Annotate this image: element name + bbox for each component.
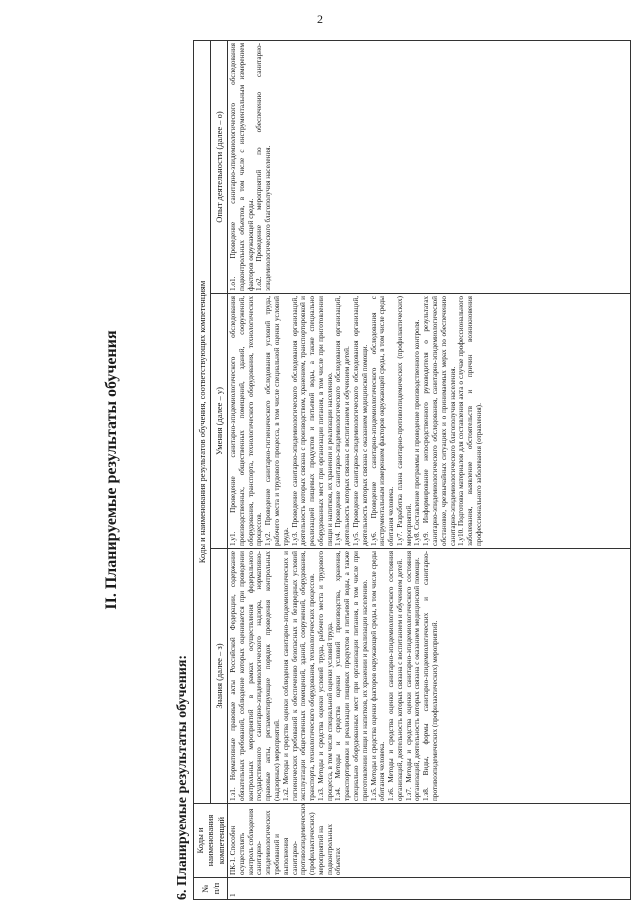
header-experience: Опыт деятельности (далее – о) [211,41,228,294]
header-results-group: Коды и наименования результатов обучения, соответствующих компетенциям [194,41,211,804]
table-header-row [194,41,211,900]
header-competency: Коды и наименования компетенций [194,804,228,878]
table-subheader-row [211,41,228,900]
header-num: № п/п [194,878,228,900]
learning-results-table [193,40,631,900]
page-number: 2 [317,12,323,26]
rotated-landscape-sheet [95,40,635,900]
cell-num: 1 [228,878,631,900]
header-knowledge: Знания (далее – з) [211,549,228,804]
cell-knowledge: 1.з1. Нормативные правовые акты Российской Федерации, содержание обязательных требований, соблюдение которых оценивается при проведении контрольных мероприятий в рамках осуществления федерального государственного санитарно-эпидемиологического надзора, нормативно-правовые акты, регламентирующие порядок проведения контрольных (надзорных) мероприятий. 1.з2. Методы и средства оценки соблюдения санитарно-эпидемиологических и гигиенических требований к обеспечению безопасных и безвредных условий эксплуатации общественных помещений, зданий, сооружений, оборудования, транспорта, технологического оборудования, технологических процессов. 1.з3. Методы и средства оценки условий труда, рабочего места и трудового процесса, в том числе специальной оценки условий труда. 1.з4. Методы и средства оценки условий производства, хранения, транспортировки и реализации пищевых продуктов и питьевой воды, а также специально оборудованных мест при организации питания, в том числе при приготовлении пищи и напитков, их хранении и реализации населению. 1.з5. Методы и средства оценки факторов окружающей среды, в том числе среды обитания человека. 1.з6. Методы и средства оценки санитарно-эпидемиологического состояния организаций, деятельность которых связана с воспитанием и обучением детей. 1.з7. Методы и средства оценки санитарно-эпидемиологического состояния организаций, деятельность которых связана с оказанием медицинской помощи. 1.з8. Виды, формы санитарно-эпидемиологических и санитарно-противоэпидемических (профилактических) мероприятий. [228,549,631,804]
table-row [228,41,631,900]
section-heading: II. Планируемые результаты обучения [103,330,120,610]
cell-experience: 1.о1. Проведение санитарно-эпидемиологического обследования подконтрольных объектов, в том числе с инструментальным измерением факторов окружающей среды. 1.о2. Проведение мероприятий по обеспечению санитарно-эпидемиологического благополучия населения. [228,41,631,294]
header-skills: Умения (далее – у) [211,294,228,549]
cell-competency: ПК-1. Способен осуществлять контроль соблюдения санитарно-эпидемиологических требований и выполнения санитарно-противоэпидемических (профилактических) мероприятий на подконтрольных объектах [228,804,631,878]
subsection-heading: 6. Планируемые результаты обучения: [175,654,190,900]
cell-skills: 1.у1. Проведение санитарно-эпидемиологического обследования производственных, общественных помещений, зданий, сооружений, оборудования, транспорта, технологического оборудования, технологических процессов. 1.у2. Проведение санитарно-гигиенического обследования условий труда, рабочего места и трудового процесса, в том числе специальной оценки условий труда. 1.у3. Проведение санитарно-эпидемиологического обследования организаций, деятельность которых связана с производством, хранением, транспортировкой и реализацией пищевых продуктов и питьевой воды, а также специально оборудованных мест при организации питания, в том числе при приготовлении пищи и напитков, их хранении и реализации населению. 1.у4. Проведение санитарно-эпидемиологического обследования организаций, деятельность которых связана с воспитанием и обучением детей. 1.у5. Проведение санитарно-эпидемиологического обследования организаций, деятельность которых связана с оказанием медицинской помощи. 1.у6. Проведение санитарно-эпидемиологического обследования с инструментальным измерением факторов окружающей среды, в том числе среды обитания человека. 1.у7. Разработка плана санитарно-противоэпидемических (профилактических) мероприятий. 1.у8. Составление программы и проведение производственного контроля. 1.у9. Информирование непосредственного руководителя о результатах санитарно-эпидемиологического обследования, санитарно-эпидемиологической обстановке, чрезвычайных ситуациях и о принимаемых мерах по обеспечению санитарно-эпидемиологического благополучия населения. 1.у10. Подготовка материалов для составления акта о случае профессионального заболевания, выявление обстоятельств и причин возникновения профессионального заболевания (отравления). [228,294,631,549]
